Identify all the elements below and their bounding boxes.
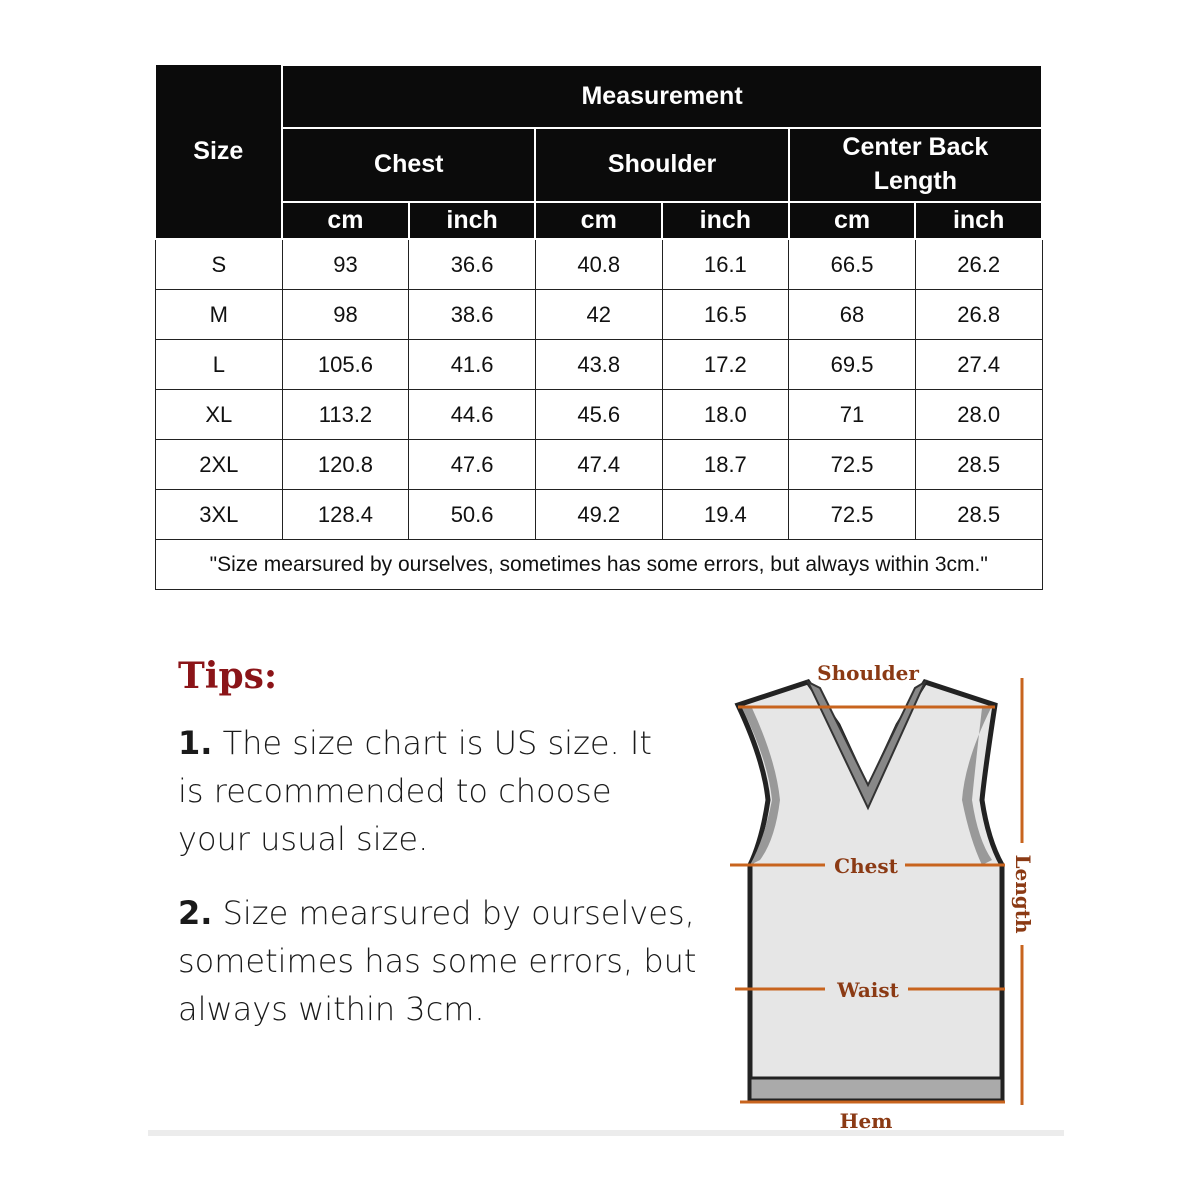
- hem-band: [750, 1078, 1002, 1100]
- value-cell: 28.5: [915, 440, 1042, 490]
- vest-body: [738, 682, 1002, 1100]
- table-row: [156, 440, 1043, 490]
- value-cell: 68: [789, 290, 916, 340]
- value-cell: 40.8: [535, 239, 662, 290]
- value-cell: 27.4: [915, 340, 1042, 390]
- size-chart-table: [155, 64, 1043, 590]
- table-row: [156, 239, 1043, 290]
- value-cell: 105.6: [282, 340, 409, 390]
- value-cell: 18.7: [662, 440, 789, 490]
- size-cell: 2XL: [156, 440, 283, 490]
- value-cell: 38.6: [409, 290, 536, 340]
- length-header: Center Back Length: [789, 128, 1042, 202]
- vest-diagram: [720, 650, 1060, 1130]
- table-row: [156, 290, 1043, 340]
- size-cell: 3XL: [156, 490, 283, 540]
- value-cell: 26.8: [915, 290, 1042, 340]
- value-cell: 47.6: [409, 440, 536, 490]
- value-cell: 98: [282, 290, 409, 340]
- value-cell: 120.8: [282, 440, 409, 490]
- value-cell: 50.6: [409, 490, 536, 540]
- chest-label: Chest: [834, 854, 898, 878]
- value-cell: 71: [789, 390, 916, 440]
- divider: [148, 1130, 1064, 1136]
- value-cell: 45.6: [535, 390, 662, 440]
- value-cell: 43.8: [535, 340, 662, 390]
- value-cell: 26.2: [915, 239, 1042, 290]
- size-cell: L: [156, 340, 283, 390]
- length-label: Length: [1011, 854, 1035, 934]
- value-cell: 28.5: [915, 490, 1042, 540]
- table-row: [156, 340, 1043, 390]
- unit-header: inch: [409, 202, 536, 239]
- shoulder-label: Shoulder: [817, 661, 919, 685]
- size-cell: S: [156, 239, 283, 290]
- tips-title: Tips:: [178, 655, 278, 697]
- shoulder-header: Shoulder: [535, 128, 788, 202]
- unit-header: inch: [662, 202, 789, 239]
- size-header: Size: [156, 65, 283, 239]
- measurement-header: Measurement: [282, 65, 1042, 128]
- value-cell: 113.2: [282, 390, 409, 440]
- value-cell: 16.1: [662, 239, 789, 290]
- value-cell: 18.0: [662, 390, 789, 440]
- value-cell: 19.4: [662, 490, 789, 540]
- table-row: [156, 490, 1043, 540]
- value-cell: 69.5: [789, 340, 916, 390]
- size-cell: M: [156, 290, 283, 340]
- value-cell: 16.5: [662, 290, 789, 340]
- value-cell: 44.6: [409, 390, 536, 440]
- value-cell: 128.4: [282, 490, 409, 540]
- hem-label: Hem: [839, 1109, 893, 1130]
- waist-label: Waist: [837, 978, 899, 1002]
- table-row: [156, 390, 1043, 440]
- tip-1: 1. The size chart is US size. It is recommended to choose your usual size.: [178, 724, 652, 858]
- unit-header: cm: [789, 202, 916, 239]
- value-cell: 42: [535, 290, 662, 340]
- value-cell: 72.5: [789, 440, 916, 490]
- value-cell: 49.2: [535, 490, 662, 540]
- unit-header: inch: [915, 202, 1042, 239]
- value-cell: 47.4: [535, 440, 662, 490]
- value-cell: 72.5: [789, 490, 916, 540]
- size-cell: XL: [156, 390, 283, 440]
- unit-header: cm: [535, 202, 662, 239]
- value-cell: 36.6: [409, 239, 536, 290]
- value-cell: 41.6: [409, 340, 536, 390]
- table-note: "Size mearsured by ourselves, sometimes has some errors, but always within 3cm.": [156, 540, 1043, 590]
- unit-header: cm: [282, 202, 409, 239]
- tip-2: 2. Size mearsured by ourselves, sometimes has some errors, but always within 3cm.: [178, 894, 697, 1028]
- chest-header: Chest: [282, 128, 535, 202]
- value-cell: 66.5: [789, 239, 916, 290]
- value-cell: 93: [282, 239, 409, 290]
- value-cell: 28.0: [915, 390, 1042, 440]
- tips-section: [178, 655, 708, 1059]
- value-cell: 17.2: [662, 340, 789, 390]
